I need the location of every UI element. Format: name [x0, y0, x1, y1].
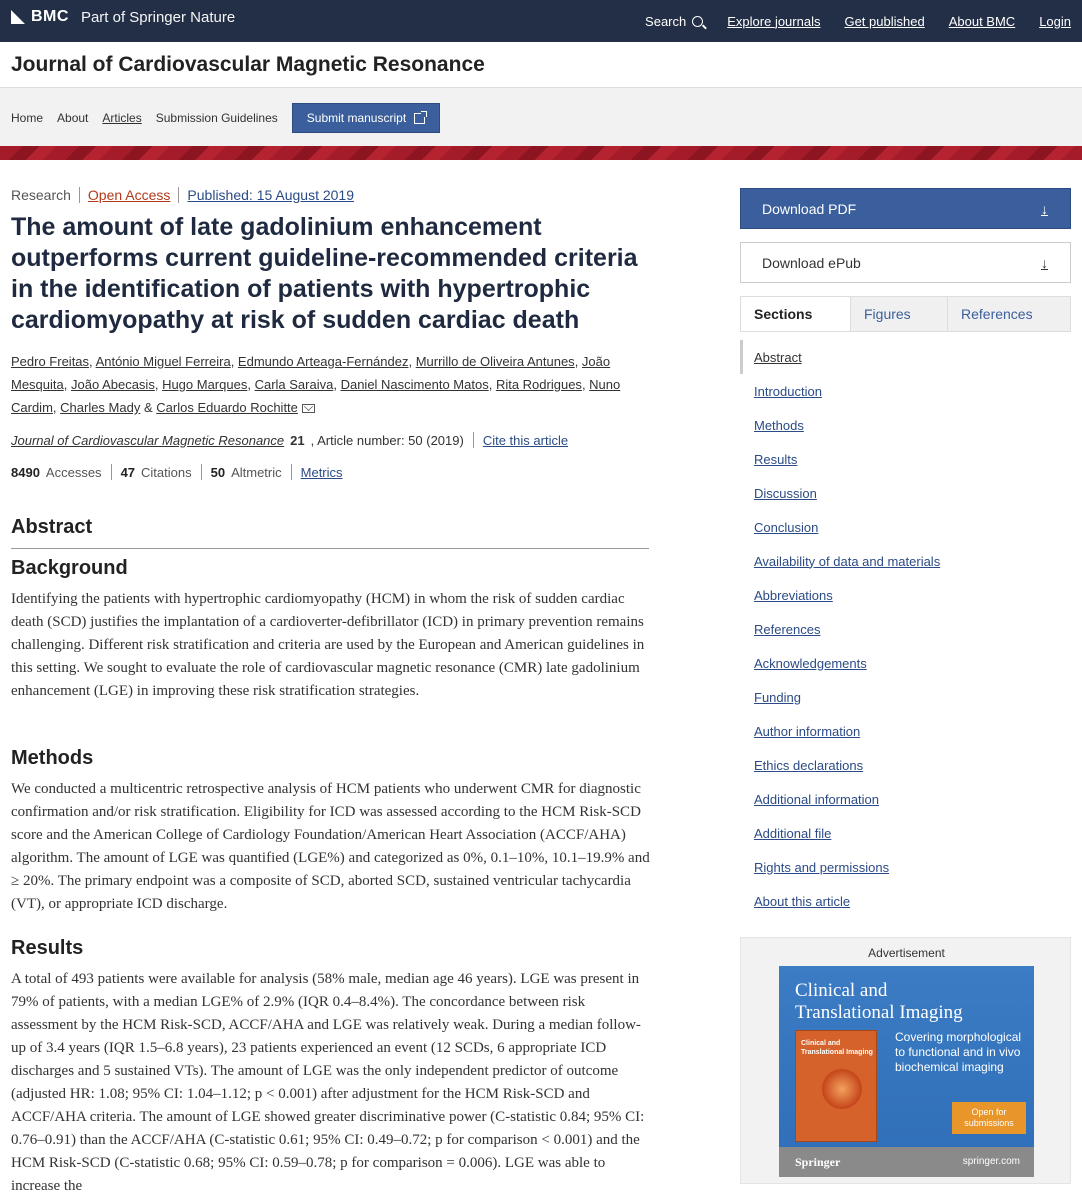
- section-link-additional-file[interactable]: Additional file: [754, 825, 832, 841]
- author-link[interactable]: Carla Saraiva: [254, 377, 334, 392]
- article-metrics: [11, 464, 343, 480]
- subnav-submission-guidelines[interactable]: Submission Guidelines: [155, 111, 278, 125]
- section-link-methods[interactable]: Methods: [754, 417, 804, 433]
- author-link[interactable]: Edmundo Arteaga-Fernández: [237, 354, 409, 369]
- journal-name-link[interactable]: Journal of Cardiovascular Magnetic Resonance: [11, 432, 285, 448]
- download-icon: ↓: [1041, 201, 1048, 217]
- author-link[interactable]: João Abecasis: [70, 377, 155, 392]
- journal-header: [0, 42, 1082, 88]
- published-date[interactable]: Published: 15 August 2019: [187, 187, 354, 203]
- open-access-link[interactable]: Open Access: [87, 187, 171, 203]
- author-link[interactable]: António Miguel Ferreira: [95, 354, 231, 369]
- download-icon: ↓: [1041, 255, 1048, 271]
- journal-subnav: [0, 88, 1082, 146]
- submit-manuscript-button[interactable]: [292, 103, 440, 133]
- ad-body-text: Covering morphological to functional and in vivo biochemical imaging: [895, 1030, 1022, 1074]
- nav-get-published[interactable]: Get published: [844, 13, 925, 29]
- divider: [178, 187, 179, 203]
- author-conjunction: &: [143, 400, 153, 415]
- section-link-additional-information[interactable]: Additional information: [754, 791, 880, 807]
- ad-title-line1: Clinical and: [795, 980, 888, 1001]
- author-link[interactable]: Charles Mady: [60, 400, 141, 415]
- results-heading: Results: [11, 937, 84, 959]
- download-epub-label: Download ePub: [762, 254, 861, 271]
- author-link[interactable]: João Mesquita: [11, 354, 611, 392]
- section-link-acknowledgements[interactable]: Acknowledgements: [754, 655, 867, 671]
- metrics-link[interactable]: Metrics: [300, 464, 343, 480]
- citation-line: [11, 432, 568, 448]
- top-bar: [0, 0, 1082, 42]
- subnav-about[interactable]: About: [57, 111, 89, 125]
- author-link[interactable]: Carlos Eduardo Rochitte: [156, 400, 298, 415]
- author-link[interactable]: Pedro Freitas: [11, 354, 90, 369]
- ad-title-line2: Translational Imaging: [795, 1002, 963, 1023]
- divider: [291, 464, 292, 480]
- ad-url: springer.com: [962, 1156, 1020, 1167]
- divider: [111, 464, 112, 480]
- cite-this-article-link[interactable]: Cite this article: [482, 432, 569, 448]
- brand-subtitle: Part of Springer Nature: [80, 8, 236, 26]
- email-icon[interactable]: [302, 404, 315, 413]
- nav-explore-journals[interactable]: Explore journals: [727, 13, 821, 29]
- decorative-banner: [0, 146, 1082, 160]
- author-link[interactable]: Hugo Marques: [162, 377, 248, 392]
- section-link-author-information[interactable]: Author information: [754, 723, 861, 739]
- ad-book-title: Clinical and Translational Imaging: [801, 1040, 873, 1056]
- ad-footer: [779, 1147, 1034, 1177]
- download-pdf-label: Download PDF: [762, 200, 857, 217]
- sidebar-tabs: [740, 296, 1071, 332]
- altmetric-label: Altmetric: [231, 464, 282, 480]
- nav-login[interactable]: Login: [1039, 13, 1071, 29]
- tab-figures[interactable]: Figures: [851, 297, 948, 331]
- advertisement: [740, 937, 1071, 1184]
- nav-about-bmc[interactable]: About BMC: [948, 13, 1016, 29]
- author-link[interactable]: Rita Rodrigues: [495, 377, 582, 392]
- bmc-logo-icon: [11, 10, 25, 24]
- author-link[interactable]: Murrillo de Oliveira Antunes: [415, 354, 575, 369]
- author-link[interactable]: Daniel Nascimento Matos: [340, 377, 489, 392]
- volume-number: 21: [290, 432, 305, 448]
- results-paragraph: A total of 493 patients were available for analysis (58% male, median age 46 years). LGE was present in 79% of patients, with a median LGE% of 2.9% (IQR 0.4–8.4%). The concordance between risk assessment by the HCM Risk-SCD, ACCF/AHA and LGE was relatively weak. During a median follow-up of 3.4 years (IQR 1.5–6.8 years), 23 patients experienced an event (12 SCDs, 6 appropriate ICD discharges and 5 sustained VTs). The amount of LGE was the only independent predictor of outcome (adjusted HR: 1.08; 95% CI: 1.04–1.12; p < 0.001) after adjustment for the HCM Risk-SCD and ACCF/AHA criteria. The amount of LGE showed greater discriminative power (C-statistic 0.84; 95% CI: 0.76–0.91) than the ACCF/AHA (C-statistic 0.61; 95% CI: 0.49–0.72; p for comparison < 0.001) and the HCM Risk-SCD (C-statistic 0.68; 95% CI: 0.59–0.78; p for comparison = 0.006). LGE was able to increase the: [11, 971, 645, 1194]
- section-link-ethics[interactable]: Ethics declarations: [754, 757, 864, 773]
- background-paragraph: Identifying the patients with hypertrophic cardiomyopathy (HCM) in whom the risk of sudden cardiac death (SCD) justifies the implantation of a cardioverter-defibrillator (ICD) in primary prevention remains challenging. Different risk stratification and criteria are used by the European and American guidelines in this setting. We sought to evaluate the role of cardiovascular magnetic resonance (CMR) late gadolinium enhancement (LGE) in improving these risk stratification strategies.: [11, 591, 645, 699]
- section-link-rights[interactable]: Rights and permissions: [754, 859, 890, 875]
- accesses-count: 8490: [11, 464, 40, 480]
- divider: [79, 187, 80, 203]
- citations-label: Citations: [141, 464, 192, 480]
- journal-cover-image: [795, 1030, 877, 1142]
- sections-list: [740, 340, 1071, 918]
- section-link-results[interactable]: Results: [754, 451, 798, 467]
- brand-name: BMC: [31, 8, 69, 25]
- abstract-heading: Abstract: [11, 516, 93, 538]
- section-link-references[interactable]: References: [754, 621, 821, 637]
- accesses-label: Accesses: [45, 464, 102, 480]
- download-epub-button[interactable]: [740, 242, 1071, 283]
- section-link-abstract[interactable]: Abstract: [740, 340, 1071, 374]
- section-link-introduction[interactable]: Introduction: [754, 383, 822, 399]
- external-link-icon: [414, 113, 425, 124]
- abstract-divider: [11, 548, 649, 549]
- divider: [473, 432, 474, 448]
- ad-title: [795, 980, 963, 1024]
- article-title: The amount of late gadolinium enhancement outperforms current guideline-recommended criteria in the identification of patients with hypertrophic cardiomyopathy at risk of sudden cardiac death: [11, 213, 638, 334]
- section-link-conclusion[interactable]: Conclusion: [754, 519, 819, 535]
- section-link-about-article[interactable]: About this article: [754, 893, 851, 909]
- advertisement-banner[interactable]: [779, 966, 1034, 1177]
- article-number: , Article number: 50 (2019): [310, 432, 464, 448]
- advertisement-label: Advertisement: [868, 946, 945, 960]
- citations-count: 47: [120, 464, 136, 480]
- section-link-abbreviations[interactable]: Abbreviations: [754, 587, 833, 603]
- springer-logo: Springer: [795, 1155, 841, 1169]
- article-meta: [11, 187, 354, 203]
- tab-sections[interactable]: Sections: [741, 297, 851, 331]
- section-link-availability[interactable]: Availability of data and materials: [754, 553, 941, 569]
- search-button[interactable]: [645, 14, 703, 29]
- divider: [201, 464, 202, 480]
- cover-graphic: [822, 1069, 862, 1109]
- altmetric-count: 50: [210, 464, 226, 480]
- section-link-funding[interactable]: Funding: [754, 689, 801, 705]
- ad-cta-button[interactable]: Open for submissions: [952, 1102, 1026, 1134]
- journal-title[interactable]: Journal of Cardiovascular Magnetic Resonance: [11, 53, 485, 76]
- top-nav: [645, 0, 1071, 42]
- author-list: Pedro Freitas, António Miguel Ferreira, Edmundo Arteaga-Fernández, Murrillo de Oliveira Antunes, João Mesquita, João Abecasis, Hugo Marques, Carla Saraiva, Daniel Nascimento Matos, Rita Rodrigues, Nuno Cardim, Charles Mady & Carlos Eduardo Rochitte: [11, 354, 621, 415]
- download-pdf-button[interactable]: [740, 188, 1071, 229]
- section-link-discussion[interactable]: Discussion: [754, 485, 817, 501]
- author-link[interactable]: Nuno Cardim: [11, 377, 621, 415]
- submit-manuscript-label: Submit manuscript: [306, 111, 407, 125]
- bmc-logo[interactable]: [11, 8, 235, 26]
- tab-references[interactable]: References: [961, 306, 1033, 322]
- search-label: Search: [645, 13, 687, 29]
- background-heading: Background: [11, 557, 128, 579]
- methods-heading: Methods: [11, 747, 94, 769]
- search-icon: [692, 16, 703, 27]
- subnav-articles[interactable]: Articles: [102, 111, 142, 125]
- subnav-home[interactable]: Home: [11, 111, 44, 125]
- article-type: Research: [11, 187, 71, 203]
- methods-paragraph: We conducted a multicentric retrospective analysis of HCM patients who underwent CMR for diagnostic confirmation and/or risk stratification. Eligibility for ICD was assessed according to the HCM Risk-SCD score and the American College of Cardiology Foundation/American Heart Association (ACCF/AHA) algorithm. The amount of LGE was quantified (LGE%) and categorized as 0%, 0.1–10%, 10.1–19.9% and ≥ 20%. The primary endpoint was a composite of SCD, aborted SCD, sustained ventricular tachycardia (VT), or appropriate ICD discharge.: [11, 781, 650, 912]
